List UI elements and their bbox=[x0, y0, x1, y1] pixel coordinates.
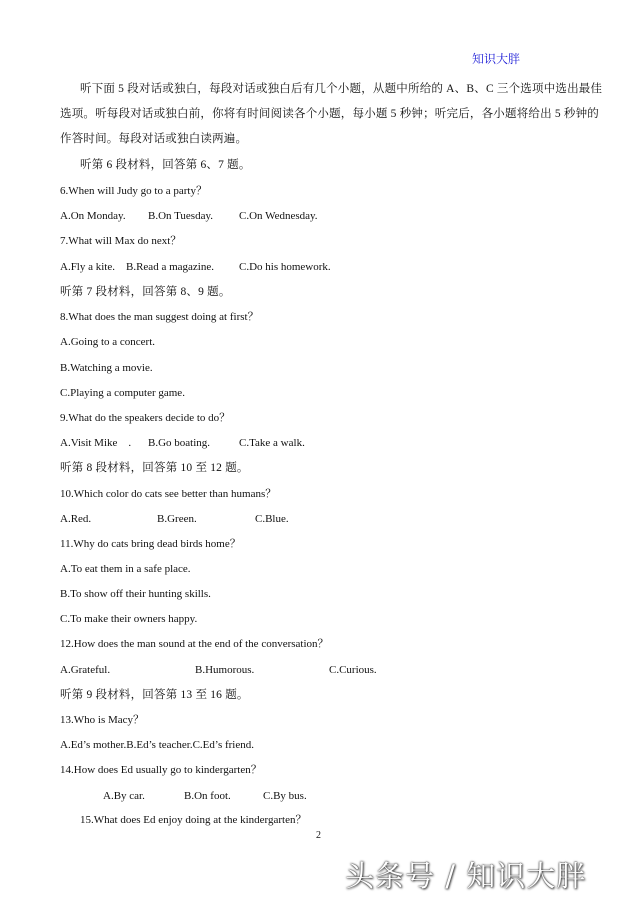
header-brand: 知识大胖 bbox=[472, 52, 521, 66]
question-9-options bbox=[60, 436, 305, 450]
watermark-text: 头条号 / 知识大胖 bbox=[345, 859, 587, 893]
option-b: B.On Tuesday. bbox=[148, 210, 213, 222]
question-14-options bbox=[103, 789, 307, 803]
option-b: B.Read a magazine. bbox=[126, 261, 214, 273]
question-13-stem: 13.Who is Macy？ bbox=[60, 714, 145, 726]
option-b: B.Go boating. bbox=[148, 437, 211, 449]
question-7-options bbox=[60, 260, 331, 274]
option-c: C.On Wednesday. bbox=[239, 210, 318, 222]
question-8-option-c: C.Playing a computer game. bbox=[60, 387, 185, 399]
option-a: A.Visit Mike . bbox=[60, 437, 132, 449]
question-8-option-b: B.Watching a movie. bbox=[60, 362, 153, 374]
question-10-options bbox=[60, 512, 289, 526]
option-a: A.Grateful. bbox=[60, 664, 111, 676]
option-c: C.Take a walk. bbox=[239, 437, 305, 449]
question-10-stem: 10.Which color do cats see better than humans？ bbox=[60, 488, 277, 500]
option-a: A.On Monday. bbox=[60, 210, 126, 222]
question-11-option-a: A.To eat them in a safe place. bbox=[60, 563, 191, 575]
question-6-stem: 6.When will Judy go to a party？ bbox=[60, 185, 207, 197]
question-11-option-c: C.To make their owners happy. bbox=[60, 613, 198, 625]
question-12-options bbox=[60, 663, 377, 677]
option-c: C.By bus. bbox=[263, 790, 307, 802]
option-a: A.Red. bbox=[60, 513, 92, 525]
option-b: B.Green. bbox=[157, 513, 197, 525]
question-9-stem: 9.What do the speakers decide to do？ bbox=[60, 412, 231, 424]
instructions-line-3: 作答时间。每段对话或独白读两遍。 bbox=[60, 133, 248, 145]
option-b: B.On foot. bbox=[184, 790, 231, 802]
option-c: C.Do his homework. bbox=[239, 261, 331, 273]
question-8-option-a: A.Going to a concert. bbox=[60, 336, 155, 348]
question-14-stem: 14.How does Ed usually go to kindergarten？ bbox=[60, 764, 262, 776]
instructions-line-2: 选项。听每段对话或独白前，你将有时间阅读各个小题，每小题 5 秒钟；听完后，各小题将给出 5 秒钟的 bbox=[60, 108, 599, 120]
option-a: A.By car. bbox=[103, 790, 145, 802]
question-7-stem: 7.What will Max do next？ bbox=[60, 235, 182, 247]
option-c: C.Curious. bbox=[329, 664, 377, 676]
question-11-stem: 11.Why do cats bring dead birds home？ bbox=[60, 538, 241, 550]
section-9-heading: 听第 9 段材料，回答第 13 至 16 题。 bbox=[60, 689, 249, 701]
option-b: B.Humorous. bbox=[195, 664, 255, 676]
question-8-stem: 8.What does the man suggest doing at first？ bbox=[60, 311, 259, 323]
page-number: 2 bbox=[316, 830, 321, 841]
question-6-options bbox=[60, 209, 318, 223]
option-c: C.Blue. bbox=[255, 513, 289, 525]
section-7-heading: 听第 7 段材料，回答第 8、9 题。 bbox=[60, 286, 231, 298]
question-15-stem: 15.What does Ed enjoy doing at the kindergarten？ bbox=[80, 814, 307, 826]
question-13-options: A.Ed’s mother.B.Ed’s teacher.C.Ed’s friend. bbox=[60, 739, 254, 751]
question-11-option-b: B.To show off their hunting skills. bbox=[60, 588, 211, 600]
question-12-stem: 12.How does the man sound at the end of the conversation？ bbox=[60, 638, 329, 650]
option-a: A.Fly a kite. bbox=[60, 261, 115, 273]
section-6-heading: 听第 6 段材料，回答第 6、7 题。 bbox=[80, 159, 251, 171]
section-8-heading: 听第 8 段材料，回答第 10 至 12 题。 bbox=[60, 462, 249, 474]
instructions-line-1: 听下面 5 段对话或独白，每段对话或独白后有几个小题，从题中所给的 A、B、C 三个选项中选出最佳 bbox=[80, 83, 603, 95]
